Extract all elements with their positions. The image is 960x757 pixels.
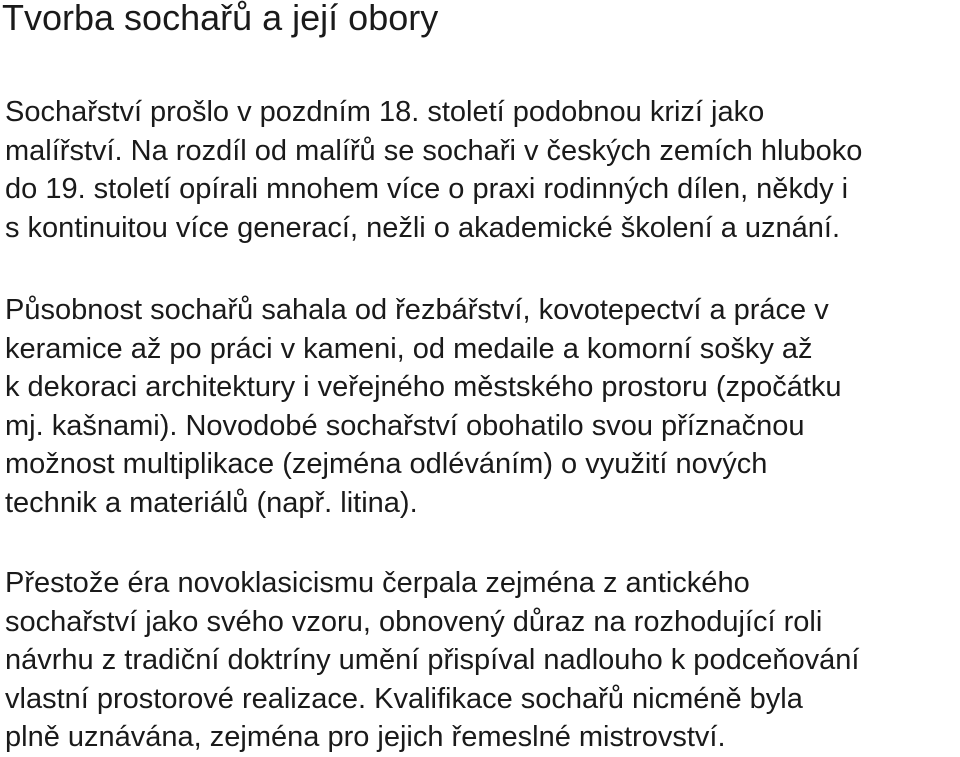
- text-line: sochařství jako svého vzoru, obnovený důraz na rozhodující roli: [5, 605, 823, 638]
- text-line: malířství. Na rozdíl od malířů se sochaři v českých zemích hluboko: [5, 134, 863, 167]
- text-line: keramice až po práci v kameni, od medaile a komorní sošky až: [5, 332, 813, 365]
- text-line: s kontinuitou více generací, nežli o akademické školení a uznání.: [5, 211, 841, 244]
- text-line: návrhu z tradiční doktríny umění přispíval nadlouho k podceňování: [5, 644, 860, 676]
- slide-title: Tvorba sochařů a její obory: [2, 0, 439, 38]
- text-line: mj. kašnami). Novodobé sochařství obohatilo svou příznačnou: [5, 409, 805, 442]
- text-line: do 19. století opírali mnohem více o praxi rodinných dílen, někdy i: [5, 173, 849, 205]
- text-line: technik a materiálů (např. litina).: [5, 486, 418, 519]
- text-line: plně uznávána, zejména pro jejich řemeslné mistrovství.: [5, 721, 726, 753]
- text-line: vlastní prostorové realizace. Kvalifikace sochařů nicméně byla: [5, 682, 803, 715]
- text-line: k dekoraci architektury i veřejného městského prostoru (zpočátku: [5, 371, 842, 403]
- paragraph-3: [5, 564, 859, 757]
- paragraph-1: [5, 93, 862, 247]
- text-line: Působnost sochařů sahala od řezbářství, kovotepectví a práce v: [5, 294, 829, 326]
- text-line: Přestože éra novoklasicismu čerpala zejména z antického: [5, 567, 750, 599]
- text-line: možnost multiplikace (zejména odléváním) o využití nových: [5, 448, 768, 480]
- text-line: Sochařství prošlo v pozdním 18. století podobnou krizí jako: [5, 96, 765, 128]
- paragraph-2: [5, 291, 842, 522]
